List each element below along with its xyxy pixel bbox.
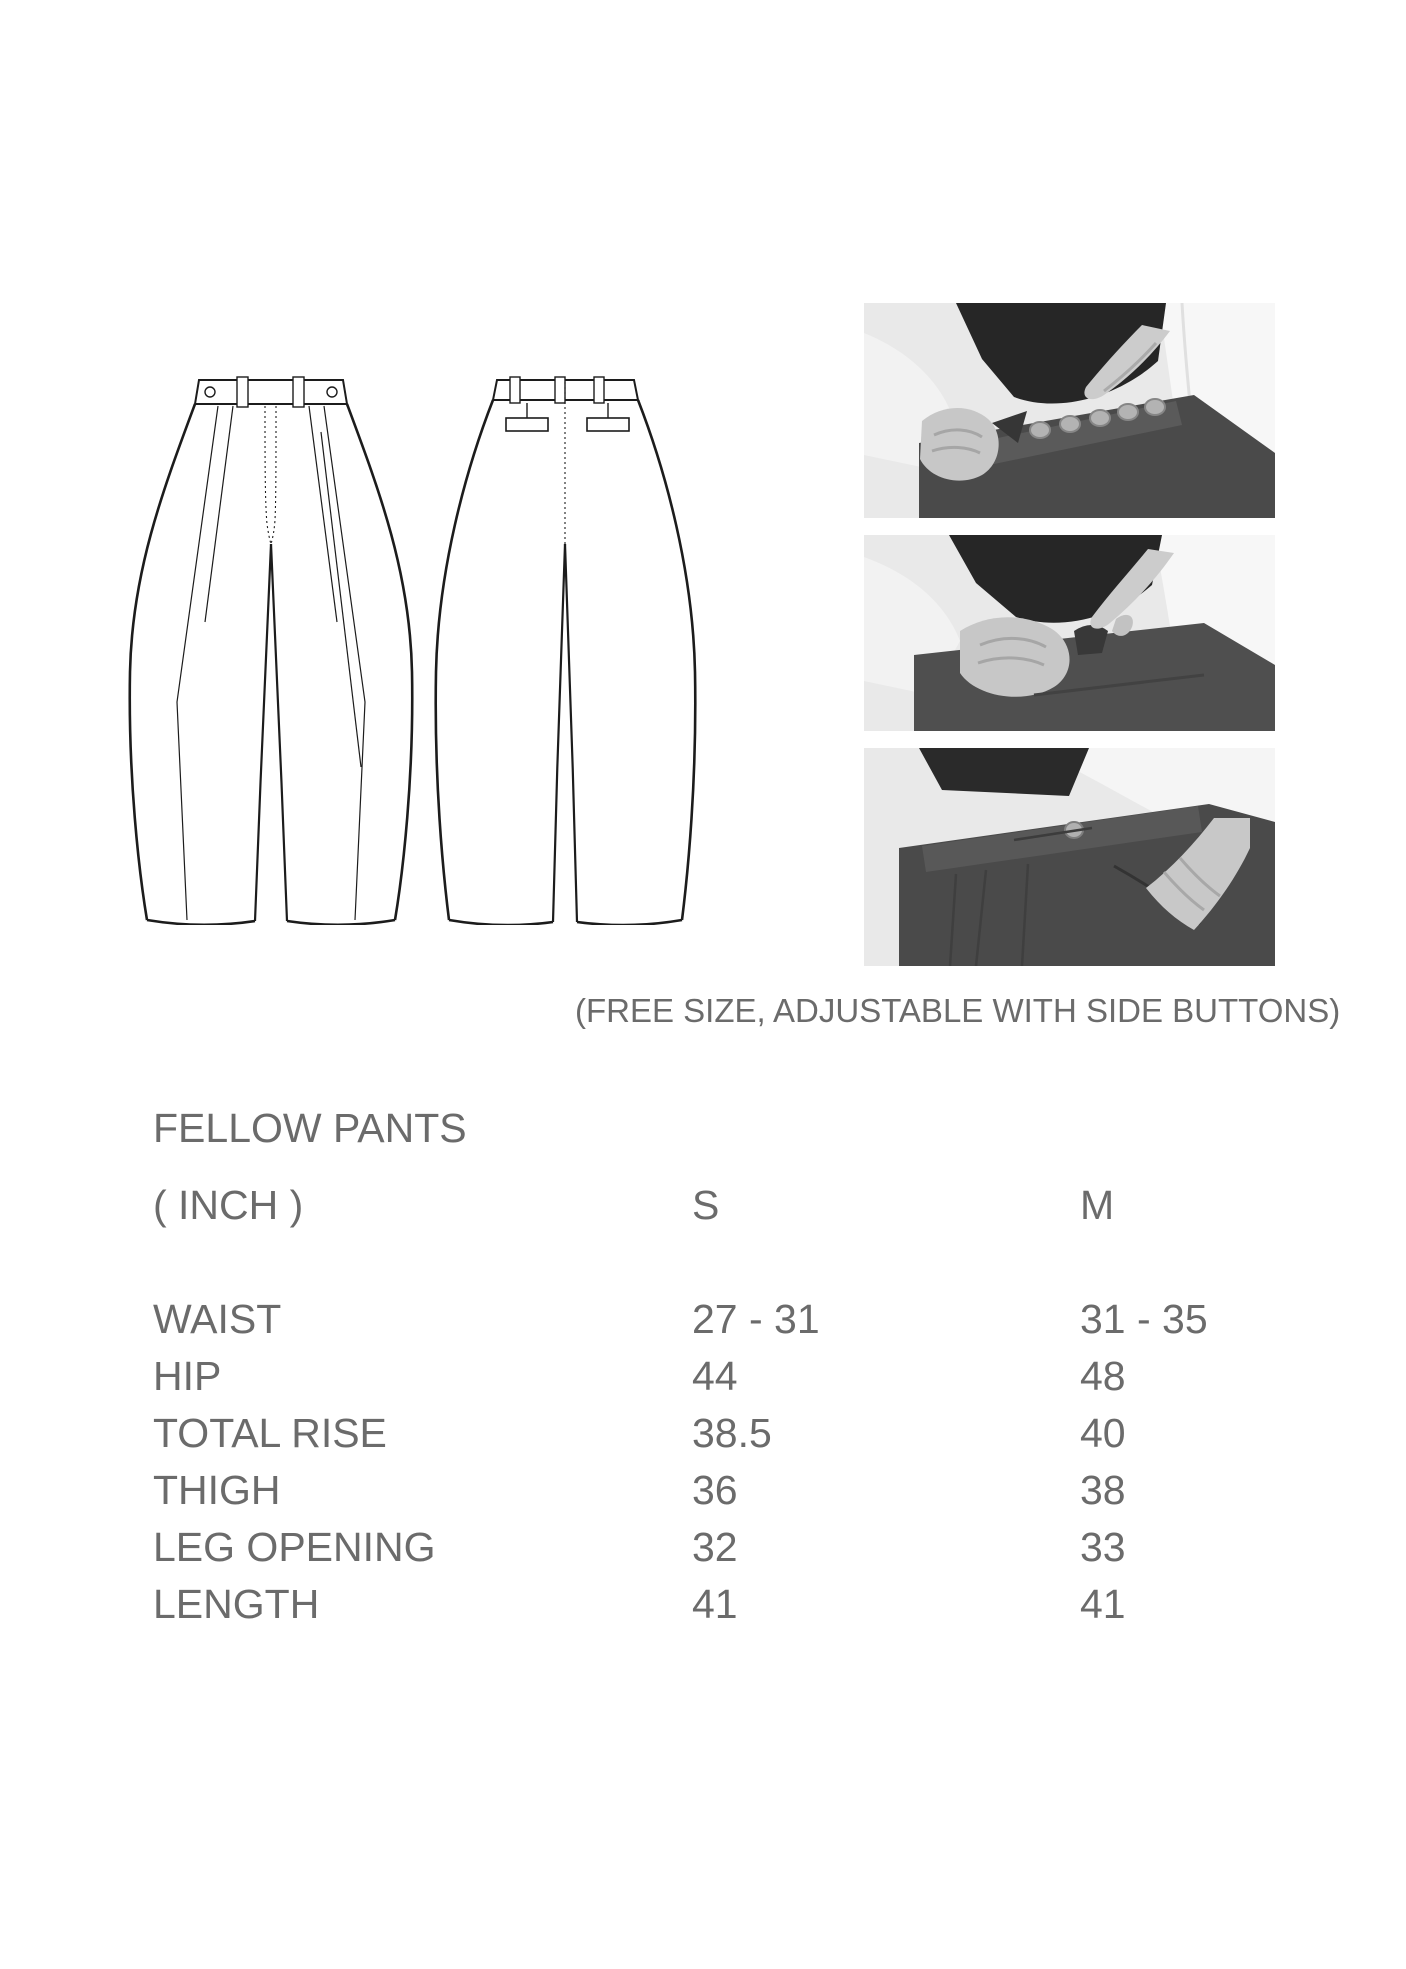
length-m-value: 41 — [1080, 1581, 1126, 1627]
size-chart-unit-label: ( INCH ) — [153, 1182, 304, 1228]
column-header-s: S — [692, 1182, 720, 1228]
photo-step-3-image — [864, 748, 1275, 966]
total-rise-s-value: 38.5 — [692, 1410, 772, 1456]
waist-s-value: 27 - 31 — [692, 1296, 820, 1342]
thigh-m-value: 38 — [1080, 1467, 1126, 1513]
size-chart-title: FELLOW PANTS — [153, 1105, 467, 1151]
thigh-s-value: 36 — [692, 1467, 738, 1513]
free-size-caption: (FREE SIZE, ADJUSTABLE WITH SIDE BUTTONS) — [575, 992, 1341, 1029]
row-label-hip: HIP — [153, 1353, 222, 1399]
total-rise-m-value: 40 — [1080, 1410, 1126, 1456]
row-label-waist: WAIST — [153, 1296, 282, 1342]
waist-m-value: 31 - 35 — [1080, 1296, 1208, 1342]
leg-opening-m-value: 33 — [1080, 1524, 1126, 1570]
table-row — [153, 1291, 1303, 1348]
table-row — [153, 1462, 1303, 1519]
hip-s-value: 44 — [692, 1353, 738, 1399]
row-label-leg-opening: LEG OPENING — [153, 1524, 436, 1570]
photo-step-2-image — [864, 535, 1275, 731]
photo-step-1 — [864, 303, 1275, 518]
photo-step-1-image — [864, 303, 1275, 518]
table-row — [153, 1348, 1303, 1405]
row-label-thigh: THIGH — [153, 1467, 281, 1513]
photo-step-2 — [864, 535, 1275, 731]
row-label-length: LENGTH — [153, 1581, 320, 1627]
table-row — [153, 1405, 1303, 1462]
length-s-value: 41 — [692, 1581, 738, 1627]
table-row — [153, 1519, 1303, 1576]
photo-step-3 — [864, 748, 1275, 966]
leg-opening-s-value: 32 — [692, 1524, 738, 1570]
pants-back-view — [436, 377, 696, 925]
size-chart-header — [153, 1177, 1303, 1234]
size-chart-rows — [153, 1291, 1303, 1633]
table-row — [153, 1576, 1303, 1633]
pants-front-view — [130, 377, 412, 925]
row-label-total-rise: TOTAL RISE — [153, 1410, 387, 1456]
hip-m-value: 48 — [1080, 1353, 1126, 1399]
column-header-m: M — [1080, 1182, 1115, 1228]
pants-technical-drawing — [125, 372, 715, 925]
